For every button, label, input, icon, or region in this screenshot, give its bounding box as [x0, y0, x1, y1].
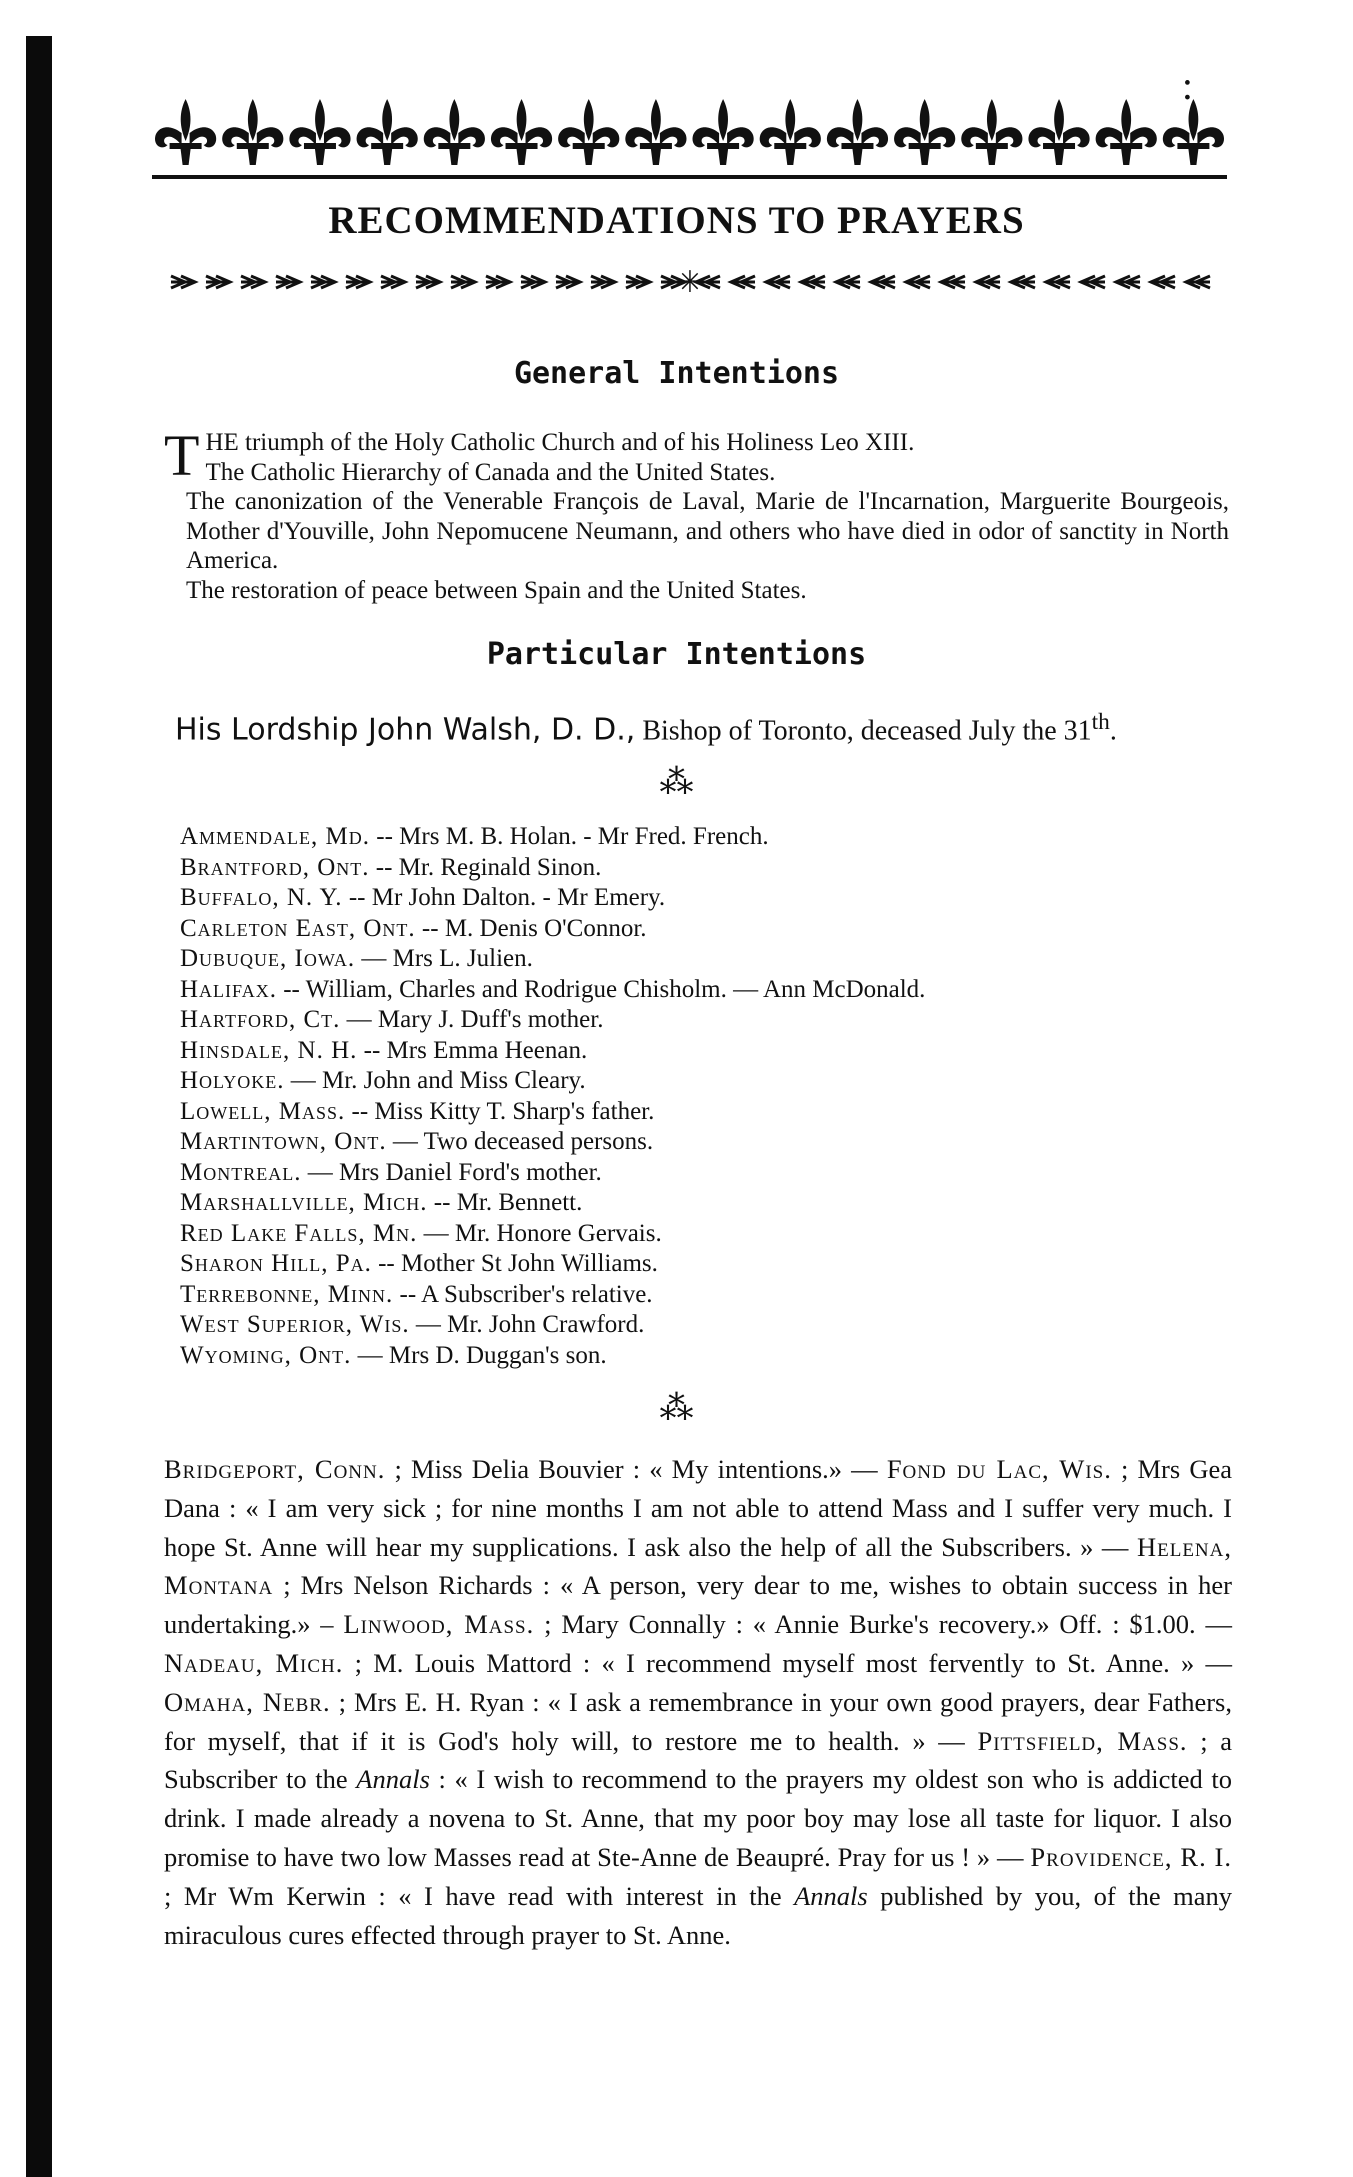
paragraph-text: : « I wish to recommend to the prayers my oldest son who is addicted to drink. I made already a novena to St. Anne, that my poor boy may lose all taste for liquor. I also promise to have two low Masses read at Ste-Anne de Beaupré. Pray for us ! » — [164, 1764, 1232, 1872]
chevron-ornament-icon [311, 276, 335, 288]
list-item [180, 853, 1220, 884]
list-item [180, 822, 1220, 853]
general-intention: The canonization of the Venerable François de Laval, Marie de l'Incarnation, Marguerite Bourgeois, Mother d'Youville, John Nepomucene Neumann, and others who have died in odor of sanctity in North America. [186, 488, 1229, 574]
chevron-ornament-icon [626, 276, 650, 288]
paragraph-text: ; Mrs Nelson Richards : « A person, very dear to me, wishes to obtain success in her undertaking.» – [164, 1570, 1232, 1640]
final-recommendations-paragraph [164, 1450, 1232, 1954]
paragraph-text: Annals [356, 1764, 430, 1795]
intention-text: — Mary J. Duff's mother. [340, 1006, 604, 1033]
intention-text: -- Mr. Bennett. [427, 1189, 583, 1216]
intention-text: — Two deceased persons. [386, 1128, 654, 1155]
intention-place: Red Lake Falls, Mn. [180, 1219, 418, 1247]
fleur-de-lis-icon [155, 99, 216, 165]
fleur-de-lis-icon [760, 99, 821, 165]
chevron-ornament-icon [171, 276, 195, 288]
place-name: Nadeau, Mich. [164, 1647, 344, 1678]
paragraph-text: ; Mary Connally : « Annie Burke's recovery.» Off. : $1.00. — [534, 1609, 1233, 1640]
intention-place: Terrebonne, Minn. [180, 1280, 394, 1308]
fleuron-ornament: ⁂ [659, 1390, 694, 1427]
paragraph-text: ; Miss Delia Bouvier : « My intentions.» — [385, 1454, 887, 1484]
chevron-ornament-icon [416, 276, 440, 288]
chevron-ornament-icon [941, 276, 965, 288]
intention-place: West Superior, Wis. [180, 1311, 410, 1338]
chevron-ornament-icon [381, 276, 405, 288]
place-name: Omaha, Nebr. [164, 1686, 331, 1717]
intention-place: Wyoming, Ont. [180, 1341, 352, 1369]
place-name: Providence, R. I. [1030, 1841, 1232, 1872]
lordship-name: His Lordship John Walsh, D. D., [175, 712, 636, 748]
intention-place: Martintown, Ont. [180, 1128, 387, 1155]
lordship-text: Bishop of Toronto, deceased July the 31 [642, 715, 1092, 747]
list-item [180, 1280, 1220, 1311]
chevron-ornament-icon [241, 276, 265, 288]
paragraph-text: ; Mrs Gea Dana : « I am very sick ; for nine months I am not able to attend Mass and I suffer very much. I hope St. Anne will hear my supplications. I ask also the help of all the Subscribers. » — [164, 1454, 1232, 1562]
chevron-ornament-icon [1011, 276, 1035, 288]
fleur-de-lis-icon [222, 99, 283, 165]
intention-place: Lowell, Mass. [180, 1097, 346, 1125]
fleur-de-lis-icon [827, 99, 888, 165]
list-item [180, 1066, 1220, 1097]
chevron-ornament-icon [451, 276, 475, 288]
intention-place: Sharon Hill, Pa. [180, 1250, 372, 1277]
chevron-ornament-icon [1116, 276, 1140, 288]
general-intention: The restoration of peace between Spain and the United States. [186, 576, 807, 604]
fleur-de-lis-icon [558, 99, 619, 165]
chevron-ornament-icon [801, 276, 825, 288]
intention-text: — Mr. John Crawford. [409, 1311, 645, 1338]
general-intentions-text [164, 423, 1229, 605]
chevron-ornament-icon [906, 276, 930, 288]
intention-text: — Mrs D. Duggan's son. [351, 1341, 607, 1369]
star-ornament-icon: ✳ [677, 266, 703, 299]
fleur-de-lis-icon [961, 99, 1022, 165]
intention-place: Dubuque, Iowa. [180, 945, 356, 972]
fleur-de-lis-icon [894, 99, 955, 165]
list-item [180, 1005, 1220, 1036]
list-item [180, 1219, 1220, 1250]
fleur-de-lis-icon [424, 99, 485, 165]
list-item [180, 1310, 1220, 1341]
intention-text: — Mr. John and Miss Cleary. [284, 1067, 586, 1094]
chevron-ornament-icon [486, 276, 510, 288]
paragraph-text: ; M. Louis Mattord : « I recommend myself most fervently to St. Anne. » — [343, 1647, 1232, 1678]
list-item [180, 944, 1220, 975]
general-intentions-heading: General Intentions [513, 356, 840, 391]
intention-text: — Mr. Honore Gervais. [417, 1219, 662, 1247]
lordship-notice: His Lordship John Walsh, D. D., Bishop of Toronto, deceased July the 31th. [175, 709, 1117, 748]
fleur-de-lis-icon [289, 99, 350, 165]
paragraph-text: Annals [794, 1880, 868, 1911]
list-item [180, 1188, 1220, 1219]
place-name: Fond du Lac, Wis. [886, 1454, 1112, 1484]
paragraph-text: published by you, of the many miraculous cures effected through prayer to St. Anne. [164, 1880, 1232, 1950]
intention-text: -- Mr. Reginald Sinon. [369, 853, 602, 881]
chevron-ornament-icon [206, 276, 230, 288]
list-item [180, 1249, 1220, 1280]
intention-text: -- Mrs Emma Heenan. [357, 1036, 588, 1064]
paragraph-text: ; Mr Wm Kerwin : « I have read with interest in the [164, 1880, 795, 1911]
margin-mark: : [1181, 63, 1193, 108]
intention-text: -- William, Charles and Rodrigue Chisholm. — Ann McDonald. [276, 975, 926, 1003]
paragraph-text: ; a Subscriber to the [164, 1725, 1233, 1795]
intention-text: -- A Subscriber's relative. [393, 1280, 653, 1308]
title-rule [152, 175, 1227, 179]
chevron-ornament-icon [731, 276, 755, 288]
intention-text: — Mrs Daniel Ford's mother. [301, 1158, 602, 1186]
general-intention-first: THE triumph of the Holy Catholic Church and of his Holiness Leo XIII. [164, 423, 915, 488]
chevron-ornament-icon [1151, 276, 1175, 288]
paragraph-text: ; Mrs E. H. Ryan : « I ask a remembrance in your own good prayers, dear Fathers, for myself, that if it is God's holy will, to restore me to health. » — [164, 1686, 1232, 1756]
fleur-de-lis-icon [692, 99, 753, 165]
intention-text: -- Mrs M. B. Holan. - Mr Fred. French. [370, 823, 769, 850]
intention-text: -- Mr John Dalton. - Mr Emery. [342, 884, 666, 911]
chevron-ornament-icon [276, 276, 300, 288]
chevron-ornament-icon [871, 276, 895, 288]
intention-text: -- M. Denis O'Connor. [415, 914, 647, 942]
chevron-ornament-icon [1046, 276, 1070, 288]
chevron-ornament-icon [1081, 276, 1105, 288]
list-item [180, 1127, 1220, 1158]
list-item [180, 1097, 1220, 1128]
place-name: Bridgeport, Conn. [164, 1454, 386, 1484]
chevron-ornament-icon [521, 276, 545, 288]
ordinal-suffix: th [1091, 709, 1110, 735]
general-intention: The Catholic Hierarchy of Canada and the United States. [205, 458, 776, 486]
chevron-ornament-icon [346, 276, 370, 288]
intention-place: Halifax. [180, 975, 277, 1003]
intention-place: Hinsdale, N. H. [180, 1036, 358, 1064]
intention-place: Montreal. [180, 1158, 302, 1186]
intention-place: Hartford, Ct. [180, 1006, 341, 1033]
list-item [180, 975, 1220, 1006]
list-item [180, 1158, 1220, 1189]
decorative-divider [165, 262, 1215, 302]
drop-cap: T [164, 423, 200, 488]
intention-place: Ammendale, Md. [180, 823, 371, 850]
chevron-ornament-icon [836, 276, 860, 288]
chevron-ornament-icon [556, 276, 580, 288]
intention-text: — Mrs L. Julien. [355, 945, 533, 972]
fleur-de-lis-icon [1096, 99, 1157, 165]
fleur-de-lis-icon [357, 99, 418, 165]
intention-place: Carleton East, Ont. [180, 914, 416, 942]
chevron-ornament-icon [591, 276, 615, 288]
list-item [180, 1341, 1220, 1372]
intention-text: -- Mother St John Williams. [371, 1250, 658, 1277]
chevron-ornament-icon [766, 276, 790, 288]
intention-text: -- Miss Kitty T. Sharp's father. [345, 1097, 655, 1125]
place-name: Linwood, Mass. [343, 1609, 535, 1640]
fleur-de-lis-icon [491, 99, 552, 165]
fleur-de-lis-border [152, 95, 1227, 173]
intention-place: Brantford, Ont. [180, 853, 370, 881]
place-name: Helena, Montana [164, 1531, 1232, 1601]
intention-place: Marshallville, Mich. [180, 1189, 428, 1216]
fleur-de-lis-icon [1163, 99, 1224, 165]
list-item [180, 914, 1220, 945]
particular-intentions-heading: Particular Intentions [486, 637, 867, 672]
place-name: Pittsfield, Mass. [977, 1725, 1188, 1756]
chevron-ornament-icon [976, 276, 1000, 288]
intention-place: Holyoke. [180, 1067, 285, 1094]
chevron-ornament-icon [1186, 276, 1210, 288]
fleur-de-lis-icon [625, 99, 686, 165]
list-item [180, 1036, 1220, 1067]
page-title: RECOMMENDATIONS TO PRAYERS [328, 199, 1025, 242]
intention-place: Buffalo, N. Y. [180, 884, 343, 911]
list-item [180, 883, 1220, 914]
particular-intentions-list [180, 822, 1220, 1371]
fleuron-ornament: ⁂ [659, 764, 694, 801]
fleur-de-lis-icon [1028, 99, 1089, 165]
